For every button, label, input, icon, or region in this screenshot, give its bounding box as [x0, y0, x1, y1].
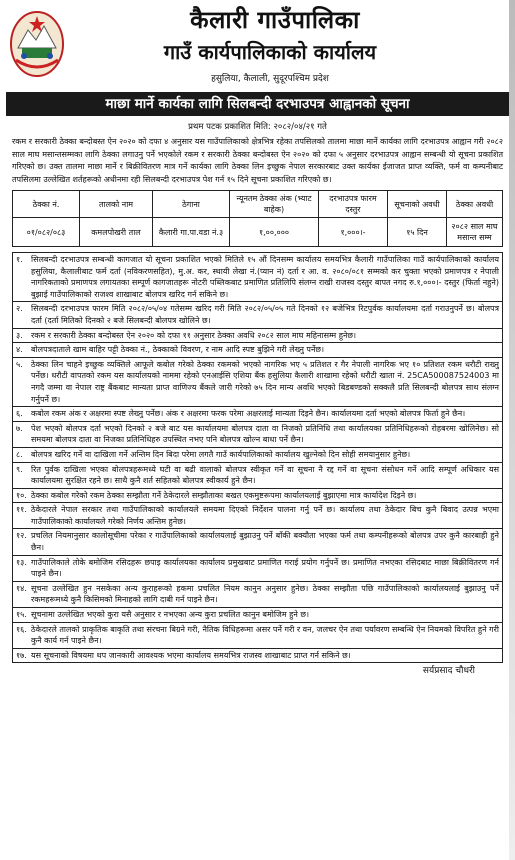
col-notice-period: सूचनाको अवधी [388, 191, 447, 218]
term-text: ठेकेदारले तालको प्राकृतिक बाकृति तथा संरचना बिग्रने गरी, नैतिक विधिहरूमा असर पर्ने गरी र वन, जलचर ऐन तथा पर्यावरण सम्बन्धि ऐन नियमको विपरित हुने गरी कुनै कार्य गर्न पाइने छैन। [31, 624, 499, 646]
term-number: १३. [16, 557, 27, 567]
term-number: ७. [16, 423, 23, 433]
term-item [13, 489, 502, 504]
term-number: १०. [16, 490, 27, 500]
term-text: पेश भएको बोलपत्र दर्ता भएको दिनको २ बजे बाट यस कार्यालयमा बोलपत्र दाता वा निजको प्रतिनिधि तथा कार्यालयका प्रतिनिधिहरूको रोहबरमा खोलिनेछ। सो समयमा बोलपत्र दाता वा निजका प्रतिनिधिहरु उपस्थित नभए पनि बोलपत्र खोल्न बाधा पर्ने छैन। [31, 423, 499, 445]
cell-pond-name: कमलपोखरी ताल [80, 218, 153, 247]
col-form-fee: दरभाउपत्र फारम दस्तुर [319, 191, 388, 218]
term-item [13, 463, 502, 489]
col-contract-no: ठेक्का नं. [13, 191, 80, 218]
term-item [13, 422, 502, 448]
term-text: ठेक्का कबोल गरेको रकम ठेक्का सम्झौता गर्ने ठेकेदारले सम्झौताका बखत एकमुष्टरूपमा कार्यालयलाई बुझाएमा मात्र कार्यादेश दिइने छ। [31, 490, 417, 500]
term-text: सिलबन्दी दरभाउपत्र सम्बन्धी कागजात यो सूचना प्रकाशित भएको मितिले १५ औं दिनसम्म कार्यालय समयभित्र कैलारी गाउँपालिका गाउँ कार्यपालिकाको कार्यालय हसुलिया, कैलालीबाट फर्म दर्ता (नविकरणसहित), मु.अ. कर, स्थायी लेखा नं.(प्यान नं) दर्ता र आ. व. २०८०/०८१ सम्मको कर चुक्ता भएको प्रमाणपत्र र नेपाली नागरिकताको प्रमाणपत्र लगायतका सम्पूर्ण कागजातहरू नोटरी पब्लिकबाट प्रमाणित प्रतिलिपि संलग्न राखी राजस्व दस्तुर बापत नगद रु.१,०००।- दस्तुर (फिर्ता नहुने) बुझाई गाउँपालिकाको राजश्व शाखाबाट बोलपत्र खरिद गर्न सकिने छ। [31, 255, 499, 299]
term-item [13, 529, 502, 555]
term-item [13, 582, 502, 608]
publication-date: प्रथम पटक प्रकाशित मिति: २०८२/०४/२१ गते [188, 122, 327, 132]
term-text: सूचना उल्लेखित हुन नसकेका अन्य कुराहरूको हकमा प्रचलित नियम कानुन अनुसार हुनेछ। ठेक्का सम्झौता पछि गाउँपालिकाको कार्यालयलाई बुझाउनु पर्ने रकमहरूमध्ये कुनै किसिमको मिनाहको लागि दाबी गर्न पाइने छैन। [31, 583, 499, 605]
term-text: गाउँपालिकाले तोके बमोजिम रसिदहरू छपाइ कार्यालयका कार्यालय प्रमुखबाट प्रमाणित गराई प्रयोग गर्नुपर्ने छ। प्रमाणित नभएका रसिदबाट माछा बिक्रीवितरण गर्न पाइने छैन। [31, 557, 499, 579]
notice-intro: रकम र सरकारी ठेक्का बन्दोबस्त ऐन २०२० को दफा ४ अनुसार यस गाउँपालिकाको क्षेत्रभित्र रहेका तपसिलको तालमा माछा मार्ने कार्यका लागि दरभाउपत्र आह्वान गरी २०८२ साल माघ मसान्तसम्मका लागि ठेक्का लगाउनु पर्ने भएकोले रकम र सरकारी ठेक्का बन्दोबस्त ऐन २०२० को दफा ५ अनुसार दरभाउपत्र आह्वान सम्बन्धी यो सूचना प्रकाशित गरिएको छ। उक्त तालमा माछा मार्ने र बिक्रीवितरण मात्र गर्ने कार्यका लागि ठेक्का लिन इच्छुक नेपाल सरकारबाट उक्त कार्यका ईजाजत प्राप्त व्यक्ति, फर्म वा कम्पनीबाट तपसिलमा उल्लेखित शर्तहरूको अधीनमा रही सिलबन्दी दरभाउपत्र पेश गर्न १५ दिने सूचना प्रकाशित गरिएको छ। [12, 137, 503, 184]
term-text: ठेकेदारले नेपाल सरकार तथा गाउँपालिकाको कार्यालयले समयमा दिएको निर्देशन पालना गर्नु पर्ने छ। कार्यालय तथा ठेकेदार बिच कुनै बिवाद उत्पन्न भएमा गाउँपालिकाको कार्यालयले गरेको निर्णय अन्तिम हुनेछ। [31, 505, 499, 526]
signer-name: सर्यप्रसाद चौधरी [422, 666, 475, 677]
term-number: ५. [16, 359, 23, 369]
term-item [13, 649, 502, 664]
term-number: १५. [16, 610, 27, 620]
term-text: कबोल रकम अंक र अक्षरमा स्पष्ट लेख्नु पर्नेछ। अंक र अक्षरमा फरक परेमा अक्षरलाई मान्यता दिइने छैन। कार्यालयमा दर्ता भएको बोलपत्र फिर्ता हुने छैन। [31, 409, 466, 419]
term-number: ६. [16, 409, 23, 419]
cell-address: कैलारी गा.पा.वडा नं.३ [153, 218, 230, 247]
term-number: १. [16, 255, 23, 264]
col-min-amount: न्यूनतम ठेक्का अंक (भ्याट बाहेक) [230, 191, 319, 218]
term-item [13, 608, 502, 623]
notice-title: माछा मार्ने कार्यका लागि सिलबन्दी दरभाउपत्र आह्वानको सूचना [6, 92, 509, 116]
term-number: १७. [16, 650, 27, 660]
nepal-emblem-icon [8, 8, 66, 80]
col-pond-name: तालको नाम [80, 191, 153, 218]
term-number: ११. [16, 505, 27, 515]
term-text: रित पुर्वक दाखिला भएका बोलपत्रहरूमध्ये घटी वा बढी वालाको बोलपत्र स्वीकृत गर्ने वा सूचना नै रद्द गर्ने वा सूचना संसोधन गर्ने आदि सम्पूर्ण अधिकार यस कार्यालयमा सुरक्षित रहने छ। साथै कुनै शर्त सहितको बोलपत्र स्वीकार्य हुने छैन। [31, 464, 499, 486]
cell-min-amount: १,००,००० [230, 218, 319, 247]
term-text: बोलपत्रदाताले खाम बाहिर पट्टी ठेक्का नं., ठेक्काको विवरण, र नाम आदि स्पष्ट बुझिने गरी लेख्नु पर्नेछ। [31, 345, 325, 355]
term-item [13, 623, 502, 649]
term-number: १२. [16, 531, 27, 541]
term-item [13, 343, 502, 358]
col-contract-period: ठेक्का अवधी [447, 191, 503, 218]
header [0, 0, 515, 92]
term-item [13, 448, 502, 463]
term-item [13, 503, 502, 529]
office-address: हसुलिया, कैलाली, सुदूरपश्चिम प्रदेश [211, 74, 329, 84]
cell-notice-period: १५ दिन [388, 218, 447, 247]
term-number: ९. [16, 464, 23, 474]
terms-list [12, 252, 503, 663]
term-number: ३. [16, 330, 23, 340]
term-text: बोलपत्र खरिद गर्ने वा दाखिला गर्ने अन्तिम दिन बिदा परेमा लगतै गाउँ कार्यपालिकाको कार्यालय खुल्नेको दिन सोही समयानुसार हुनेछ। [31, 449, 411, 459]
term-text: प्रचलित नियमानुसार कालोसूचीमा परेका र गाउँपालिकाको कार्यालयलाई बुझाउनु पर्ने बाँकी बक्यौता भएका फर्म तथा कम्पनीहरूको बोलपत्र उपर कुनै कारबाही हुने छैन। [31, 531, 499, 553]
term-text: ठेक्का लिन चाहने इच्छुक व्यक्तिले आफूले कबोल गरेको ठेक्का रकमको भएको नागरिक भए ५ प्रतिशत र गैर नेपाली नागरिक भए १० प्रतिशत रकम धरौटी राख्नु पर्नेछ। धरौटी वापतको रकम यस कार्यालयको नाममा रहेको एनआईसि एशिया बैंक हसुलिया कैलारी शाखामा रहेको धरौटी खाता नं. 25CA500087524003 मा नगदै जम्मा वा नेपाल राष्ट्र बैंकबाट मान्यता प्राप्त वाणिज्य बैंकले जारी गरेको ७५ दिन मान्य अवधि भएको बिडबण्डको सक्कलै प्रति सिलबन्दी बोलपत्र साथ संलग्न गर्नुपर्ने छ। [31, 359, 499, 404]
term-number: २. [16, 304, 23, 314]
tender-table [12, 190, 503, 247]
term-item [13, 407, 502, 422]
term-text: रकम र सरकारी ठेक्का बन्दोबस्त ऐन २०२० को दफा ११ अनुसार ठेक्का अवधि २०८२ साल माघ महिनासम्म हुनेछ। [31, 330, 357, 340]
term-item [13, 302, 502, 328]
term-number: १४. [16, 583, 27, 593]
cell-contract-period: २०८२ साल माघ मसान्त सम्म [447, 218, 503, 247]
term-text: यस सूचनाको विषयमा थप जानकारी आवश्यक भएमा कार्यालय समयभित्र राजस्व शाखाबाट प्राप्त गर्न सकिने छ। [31, 650, 351, 660]
office-title: गाउँ कार्यपालिकाको कार्यालय [163, 40, 377, 64]
term-item [13, 329, 502, 344]
table-row [13, 218, 503, 247]
municipality-title: कैलारी गाउँपालिका [190, 6, 360, 34]
cell-contract-no: ०१/०८२/०८३ [13, 218, 80, 247]
page-edge [509, 0, 515, 860]
term-item [13, 358, 502, 407]
term-number: ४. [16, 345, 23, 355]
term-item [13, 253, 502, 302]
col-address: ठेगाना [153, 191, 230, 218]
cell-form-fee: १,०००।- [319, 218, 388, 247]
term-number: ८. [16, 449, 23, 459]
term-text: सूचनामा उल्लेखित भएको कुरा यसै अनुसार र नभएका अन्य कुरा प्रचलित कानुन बमोजिम हुने छ। [31, 610, 310, 620]
term-item [13, 556, 502, 582]
term-number: १६. [16, 624, 27, 634]
table-header-row [13, 191, 503, 218]
term-text: सिलबन्दी दरभाउपत्र फारम मिति २०८२/०५/०४ गतेसम्म खरिद गरी मिति २०८२/०५/०५ गते दिनको १२ बजेभित्र रिटपुर्वक कार्यालयमा दर्ता गराउनुपर्ने छ। बोलपत्र दर्ता (दर्ता मितिको दिनको २ बजे सिलबन्दी बोलपत्र खोलिने छ। [31, 304, 499, 325]
